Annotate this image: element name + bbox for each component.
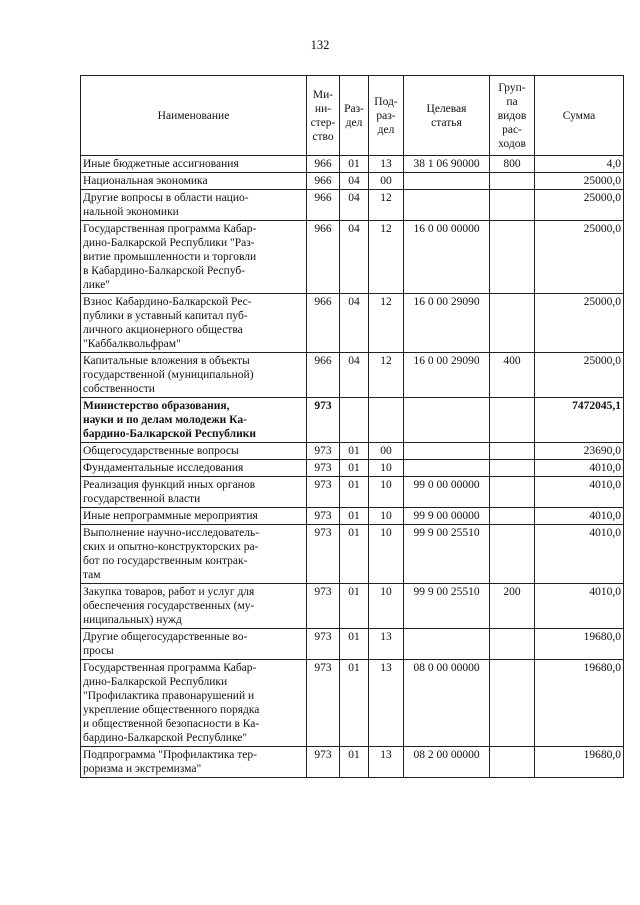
- cell-amount: 4,0: [535, 156, 624, 173]
- cell-section: 01: [340, 584, 369, 629]
- cell-group: [490, 173, 535, 190]
- cell-amount: 7472045,1: [535, 398, 624, 443]
- table-row: [81, 629, 624, 660]
- header-ministry: Ми- ни- стер- ство: [307, 76, 340, 156]
- cell-subsection: 12: [369, 190, 404, 221]
- cell-ministry: 973: [307, 443, 340, 460]
- table-row: [81, 477, 624, 508]
- cell-subsection: 00: [369, 173, 404, 190]
- cell-target: [404, 460, 490, 477]
- cell-amount: 4010,0: [535, 477, 624, 508]
- header-section: Раз- дел: [340, 76, 369, 156]
- cell-name: Государственная программа Кабар- дино-Балкарской Республики "Профилактика правонарушений и укрепление общественного порядка и общественной безопасности в Ка- бардино-Балкарской Республике": [81, 660, 307, 747]
- table-row: [81, 660, 624, 747]
- cell-section: 04: [340, 221, 369, 294]
- table-row: [81, 525, 624, 584]
- cell-target: 16 0 00 29090: [404, 353, 490, 398]
- cell-name: Подпрограмма "Профилактика тер- роризма и экстремизма": [81, 747, 307, 778]
- cell-group: [490, 190, 535, 221]
- cell-name: Реализация функций иных органов государственной власти: [81, 477, 307, 508]
- cell-ministry: 973: [307, 525, 340, 584]
- cell-name: Другие общегосударственные во- просы: [81, 629, 307, 660]
- cell-target: 08 0 00 00000: [404, 660, 490, 747]
- cell-ministry: 966: [307, 173, 340, 190]
- cell-subsection: 10: [369, 477, 404, 508]
- cell-amount: 4010,0: [535, 584, 624, 629]
- cell-subsection: 13: [369, 660, 404, 747]
- cell-subsection: 13: [369, 629, 404, 660]
- cell-target: [404, 190, 490, 221]
- cell-ministry: 973: [307, 508, 340, 525]
- cell-ministry: 966: [307, 294, 340, 353]
- cell-target: 16 0 00 29090: [404, 294, 490, 353]
- table-row: [81, 156, 624, 173]
- cell-subsection: [369, 398, 404, 443]
- cell-target: 99 9 00 25510: [404, 525, 490, 584]
- cell-group: [490, 660, 535, 747]
- cell-subsection: 00: [369, 443, 404, 460]
- cell-name: Национальная экономика: [81, 173, 307, 190]
- table-header-row: [81, 76, 624, 156]
- cell-ministry: 966: [307, 353, 340, 398]
- cell-name: Фундаментальные исследования: [81, 460, 307, 477]
- cell-group: [490, 747, 535, 778]
- cell-amount: 4010,0: [535, 508, 624, 525]
- cell-group: [490, 221, 535, 294]
- cell-name: Выполнение научно-исследователь- ских и опытно-конструкторских ра- бот по государственным контрак- там: [81, 525, 307, 584]
- cell-section: 04: [340, 353, 369, 398]
- cell-section: 04: [340, 294, 369, 353]
- cell-section: 04: [340, 190, 369, 221]
- cell-amount: 25000,0: [535, 173, 624, 190]
- cell-group: [490, 398, 535, 443]
- table-row: [81, 584, 624, 629]
- cell-group: [490, 629, 535, 660]
- cell-target: [404, 629, 490, 660]
- cell-target: 08 2 00 00000: [404, 747, 490, 778]
- cell-group: 400: [490, 353, 535, 398]
- cell-subsection: 12: [369, 353, 404, 398]
- cell-amount: 25000,0: [535, 353, 624, 398]
- cell-ministry: 973: [307, 584, 340, 629]
- cell-target: [404, 173, 490, 190]
- cell-target: 99 9 00 25510: [404, 584, 490, 629]
- cell-subsection: 12: [369, 221, 404, 294]
- cell-section: 01: [340, 629, 369, 660]
- cell-group: [490, 525, 535, 584]
- cell-section: 01: [340, 156, 369, 173]
- table-body: [81, 156, 624, 778]
- cell-ministry: 966: [307, 221, 340, 294]
- page-number: 132: [310, 38, 330, 52]
- cell-ministry: 966: [307, 156, 340, 173]
- cell-target: 16 0 00 00000: [404, 221, 490, 294]
- cell-ministry: 973: [307, 398, 340, 443]
- cell-target: 99 9 00 00000: [404, 508, 490, 525]
- cell-name: Министерство образования, науки и по делам молодежи Ка- бардино-Балкарской Республики: [81, 398, 307, 443]
- cell-amount: 19680,0: [535, 747, 624, 778]
- cell-section: 04: [340, 173, 369, 190]
- cell-amount: 4010,0: [535, 460, 624, 477]
- table-row: [81, 508, 624, 525]
- cell-name: Капитальные вложения в объекты государственной (муниципальной) собственности: [81, 353, 307, 398]
- cell-name: Другие вопросы в области нацио- нальной экономики: [81, 190, 307, 221]
- cell-group: [490, 477, 535, 508]
- header-name: Наименование: [81, 76, 307, 156]
- cell-subsection: 13: [369, 747, 404, 778]
- cell-section: 01: [340, 660, 369, 747]
- cell-name: Иные бюджетные ассигнования: [81, 156, 307, 173]
- cell-section: 01: [340, 477, 369, 508]
- table-row: [81, 173, 624, 190]
- table-row: [81, 398, 624, 443]
- cell-group: 200: [490, 584, 535, 629]
- cell-ministry: 973: [307, 477, 340, 508]
- table-row: [81, 460, 624, 477]
- cell-name: Закупка товаров, работ и услуг для обеспечения государственных (му- ниципальных) нужд: [81, 584, 307, 629]
- cell-target: 99 0 00 00000: [404, 477, 490, 508]
- cell-ministry: 973: [307, 660, 340, 747]
- cell-group: [490, 460, 535, 477]
- cell-section: [340, 398, 369, 443]
- table-row: [81, 443, 624, 460]
- cell-group: 800: [490, 156, 535, 173]
- cell-subsection: 10: [369, 525, 404, 584]
- cell-target: 38 1 06 90000: [404, 156, 490, 173]
- header-group: Груп- па видов рас- ходов: [490, 76, 535, 156]
- table-row: [81, 221, 624, 294]
- cell-section: 01: [340, 443, 369, 460]
- cell-name: Общегосударственные вопросы: [81, 443, 307, 460]
- table-row: [81, 294, 624, 353]
- header-amount: Сумма: [535, 76, 624, 156]
- cell-ministry: 966: [307, 190, 340, 221]
- cell-subsection: 10: [369, 508, 404, 525]
- budget-table: [80, 75, 624, 778]
- cell-name: Иные непрограммные мероприятия: [81, 508, 307, 525]
- cell-group: [490, 508, 535, 525]
- cell-target: [404, 398, 490, 443]
- cell-group: [490, 294, 535, 353]
- cell-section: 01: [340, 460, 369, 477]
- cell-amount: 23690,0: [535, 443, 624, 460]
- cell-name: Взнос Кабардино-Балкарской Рес- публики в уставный капитал пуб- личного акционерного общества "Каббалквольфрам": [81, 294, 307, 353]
- cell-name: Государственная программа Кабар- дино-Балкарской Республики "Раз- витие промышленности и торговли в Кабардино-Балкарской Респуб- лике": [81, 221, 307, 294]
- cell-subsection: 10: [369, 460, 404, 477]
- cell-amount: 4010,0: [535, 525, 624, 584]
- cell-ministry: 973: [307, 747, 340, 778]
- header-subsection: Под- раз- дел: [369, 76, 404, 156]
- table-row: [81, 747, 624, 778]
- cell-amount: 25000,0: [535, 190, 624, 221]
- cell-section: 01: [340, 525, 369, 584]
- cell-amount: 25000,0: [535, 294, 624, 353]
- cell-ministry: 973: [307, 629, 340, 660]
- cell-section: 01: [340, 747, 369, 778]
- cell-amount: 19680,0: [535, 629, 624, 660]
- cell-target: [404, 443, 490, 460]
- table-row: [81, 190, 624, 221]
- cell-ministry: 973: [307, 460, 340, 477]
- cell-amount: 25000,0: [535, 221, 624, 294]
- cell-amount: 19680,0: [535, 660, 624, 747]
- cell-group: [490, 443, 535, 460]
- cell-subsection: 13: [369, 156, 404, 173]
- table-row: [81, 353, 624, 398]
- cell-subsection: 12: [369, 294, 404, 353]
- cell-subsection: 10: [369, 584, 404, 629]
- cell-section: 01: [340, 508, 369, 525]
- header-target: Целевая статья: [404, 76, 490, 156]
